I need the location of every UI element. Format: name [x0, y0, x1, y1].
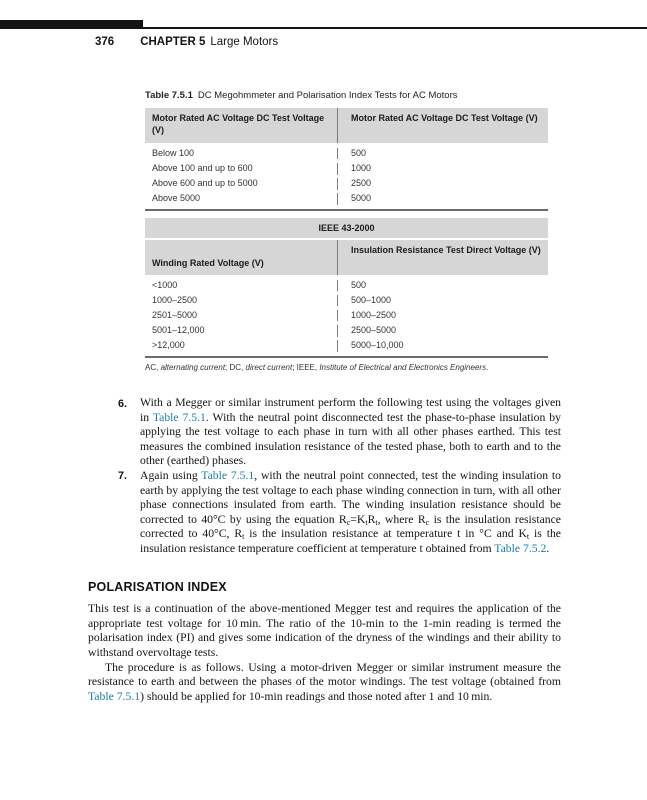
- table2-header-left: Winding Rated Voltage (V): [152, 258, 264, 269]
- top-black-bar: [0, 20, 143, 29]
- table2-cell: 5001–12,000: [152, 325, 205, 336]
- table-ref-link[interactable]: Table 7.5.2: [494, 541, 547, 555]
- table1-cell: Above 600 and up to 5000: [152, 178, 258, 189]
- table-row: [145, 192, 548, 207]
- list-item-6: [88, 396, 561, 469]
- table2-cell: >12,000: [152, 340, 185, 351]
- table-row: [145, 146, 548, 161]
- table2-cell: 2500–5000: [337, 325, 548, 337]
- table-row: [145, 293, 548, 308]
- page-number: 376: [95, 36, 115, 48]
- table-ref-link[interactable]: Table 7.5.1: [152, 410, 206, 424]
- table-row: [145, 308, 548, 323]
- table2-cell: 500–1000: [337, 295, 548, 307]
- table1-header-row: [145, 108, 548, 143]
- table-row: [145, 161, 548, 176]
- table2-cell: 2501–5000: [152, 309, 198, 320]
- table1-cell: 500: [337, 148, 548, 160]
- table2-cell: 5000–10,000: [337, 340, 548, 352]
- table2-body: [145, 275, 548, 358]
- section-paragraph-1: This test is a continuation of the above-mentioned Megger test and requires the application of the appropriate test voltage for 10 min. The ratio of the 10-min to the 1-min reading is termed the polarisation index (PI) and gives some indication of the dryness of the windings and their ability to withstand overvoltage tests.: [88, 602, 561, 659]
- table1-header-right: Motor Rated AC Voltage DC Test Voltage (V): [337, 108, 548, 143]
- list-item-text: With a Megger or similar instrument perform the following test using the voltages given in Table 7.5.1. With the neutral point disconnected test the phase-to-phase insulation by applying the test voltage to each phase in turn with all other phases earthed. This test measures the combined insulation resistance of the tested phase, both to earth and to the other (earthed) phases.: [140, 396, 561, 468]
- table-footnote: AC, alternating current; DC, direct current; IEEE, Institute of Electrical and Electronics Engineers.: [145, 362, 489, 372]
- table1-cell: 1000: [337, 163, 548, 175]
- table1-header-left: Motor Rated AC Voltage DC Test Voltage (V): [152, 113, 325, 135]
- body-text: [88, 396, 561, 704]
- table1-cell: Below 100: [152, 147, 195, 158]
- table-ref-link[interactable]: Table 7.5.1: [201, 468, 255, 482]
- table-caption-label: Table 7.5.1: [145, 90, 193, 101]
- table2-header-row: [145, 240, 548, 275]
- running-header: [95, 36, 278, 48]
- table2-cell: <1000: [152, 279, 178, 290]
- table1-cell: 5000: [337, 193, 548, 205]
- table2-cell: 1000–2500: [337, 310, 548, 322]
- table-ref-link[interactable]: Table 7.5.1: [88, 689, 141, 703]
- table1-cell: 2500: [337, 178, 548, 190]
- table1-cell: Above 100 and up to 600: [152, 163, 253, 174]
- table-7-5-1-figure: [145, 90, 548, 373]
- list-number: 7.: [118, 470, 128, 483]
- table-row: [145, 323, 548, 338]
- ieee-banner: IEEE 43-2000: [145, 218, 548, 238]
- table-row: [145, 176, 548, 191]
- table2-cell: 500: [337, 280, 548, 292]
- list-number: 6.: [118, 397, 128, 410]
- table2-cell: 1000–2500: [152, 294, 198, 305]
- table2-header-right: Insulation Resistance Test Direct Voltage (V): [337, 240, 548, 275]
- chapter-title: Large Motors: [210, 36, 279, 48]
- list-item-text: Again using Table 7.5.1, with the neutral point connected, test the winding insulation to earth by applying the test voltage to each phase winding connection in turn, with all other phase connections insulated from earth. The winding insulation resistance should be corrected to 40°C by using the equation Rc=KtRt, where Rc is the insulation resistance corrected to 40°C, Rt is the insulation resistance at temperature t in °C and Kt is the insulation resistance temperature coefficient at temperature t obtained from Table 7.5.2.: [140, 468, 561, 555]
- table-caption-title: DC Megohmmeter and Polarisation Index Tests for AC Motors: [197, 90, 458, 101]
- chapter-label: CHAPTER 5: [140, 36, 206, 48]
- table1-body: [145, 143, 548, 211]
- table-row: [145, 339, 548, 354]
- list-item-7: [88, 469, 561, 557]
- table1-cell: Above 5000: [152, 193, 201, 204]
- table-row: [145, 278, 548, 293]
- section-paragraph-2: The procedure is as follows. Using a motor-driven Megger or similar instrument measure the resistance to earth and between the phases of the motor windings. The test voltage (obtained from Table 7.5.1) should be applied for 10-min readings and those noted after 1 and 10 min.: [88, 660, 561, 703]
- table-caption: [145, 90, 548, 101]
- section-heading: POLARISATION INDEX: [88, 579, 227, 594]
